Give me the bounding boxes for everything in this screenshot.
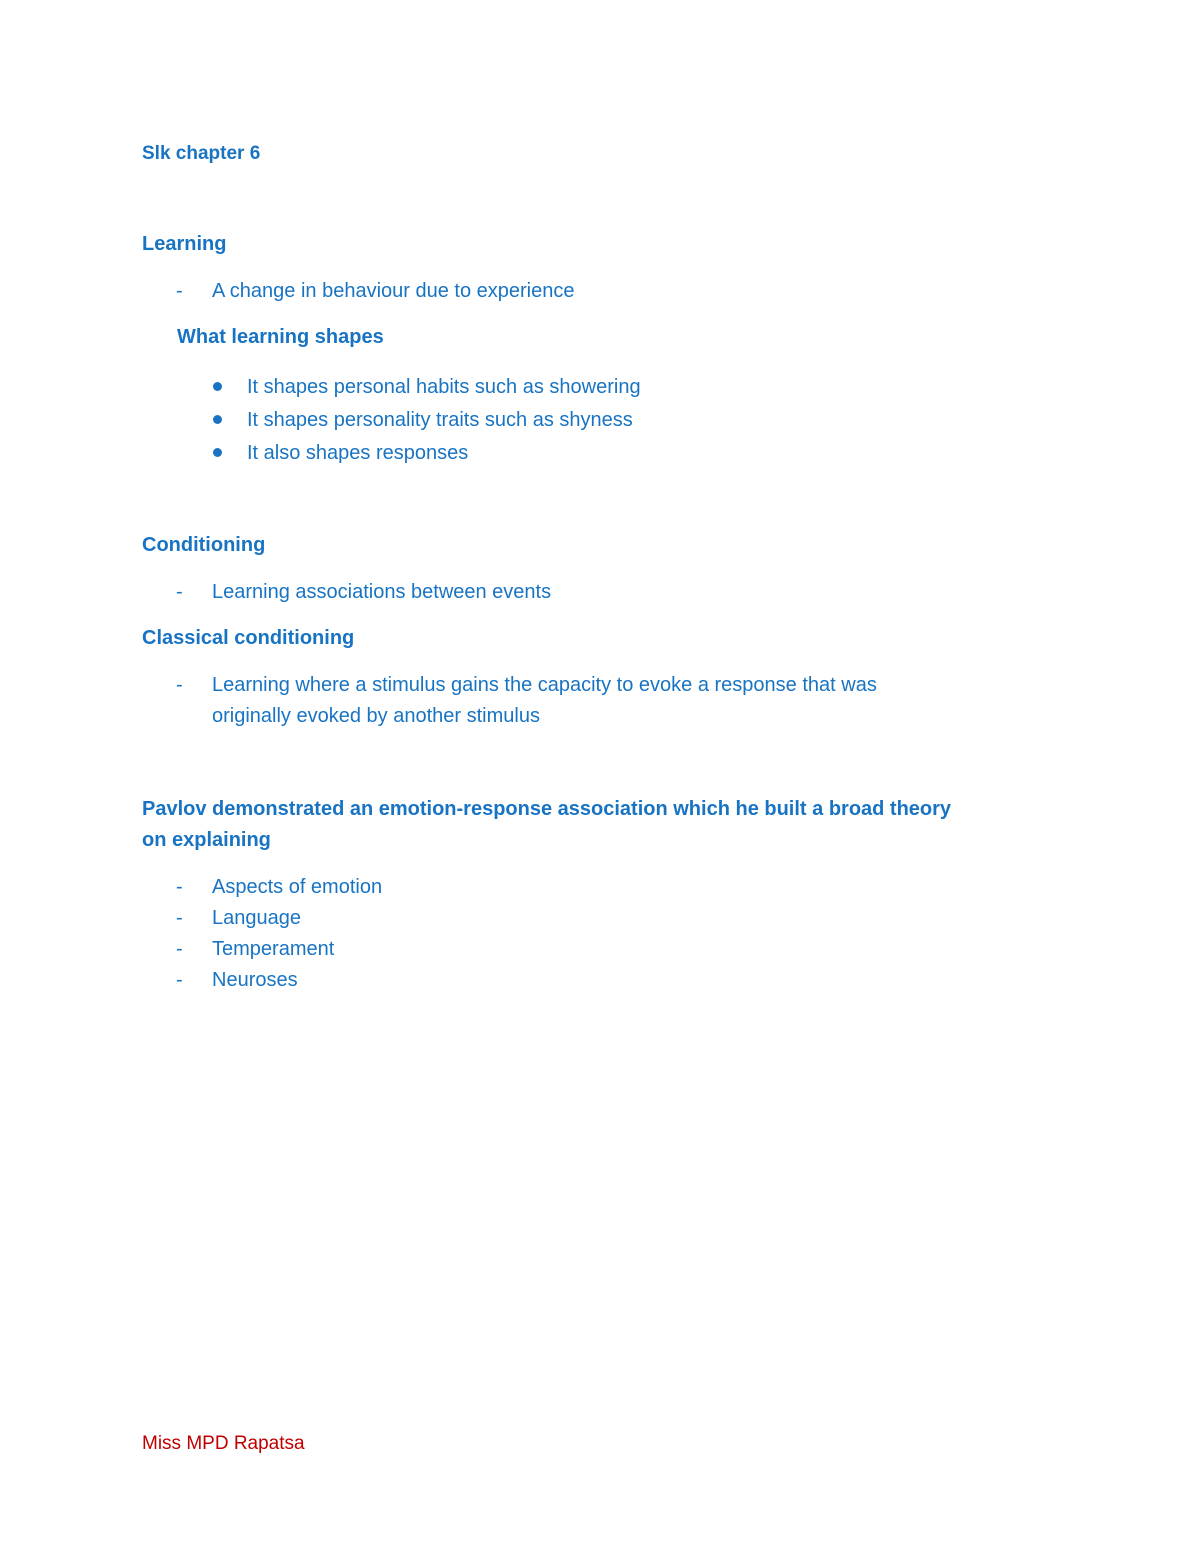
subheading-what-learning-shapes: What learning shapes <box>177 326 384 348</box>
bullet-icon <box>213 382 222 391</box>
dash-marker: - <box>176 907 183 929</box>
dash-marker: - <box>176 280 183 302</box>
conditioning-definition: Learning associations between events <box>212 581 552 603</box>
pavlov-item: Neuroses <box>212 969 298 991</box>
heading-pavlov-line-1: Pavlov demonstrated an emotion-response association which he built a broad theory <box>142 798 952 820</box>
pavlov-item: Aspects of emotion <box>212 876 383 898</box>
classical-definition-line-2: originally evoked by another stimulus <box>212 705 540 727</box>
dash-marker: - <box>176 938 183 960</box>
pavlov-item: Temperament <box>212 938 335 960</box>
footer-author: Miss MPD Rapatsa <box>142 1433 305 1454</box>
dash-marker: - <box>176 581 183 603</box>
heading-learning: Learning <box>142 233 227 255</box>
bullet-item: It shapes personality traits such as shyness <box>247 409 633 431</box>
bullet-icon <box>213 448 222 457</box>
bullet-icon <box>213 415 222 424</box>
dash-marker: - <box>176 674 183 696</box>
dash-marker: - <box>176 969 183 991</box>
heading-classical-conditioning: Classical conditioning <box>142 627 355 649</box>
learning-definition: A change in behaviour due to experience <box>212 280 575 302</box>
dash-marker: - <box>176 876 183 898</box>
pavlov-item: Language <box>212 907 301 929</box>
bullet-item: It shapes personal habits such as showering <box>247 376 641 398</box>
document-title: Slk chapter 6 <box>142 143 261 164</box>
heading-pavlov-line-2: on explaining <box>142 829 271 851</box>
bullet-item: It also shapes responses <box>247 442 469 464</box>
heading-conditioning: Conditioning <box>142 534 266 556</box>
classical-definition-line-1: Learning where a stimulus gains the capacity to evoke a response that was <box>212 674 877 696</box>
